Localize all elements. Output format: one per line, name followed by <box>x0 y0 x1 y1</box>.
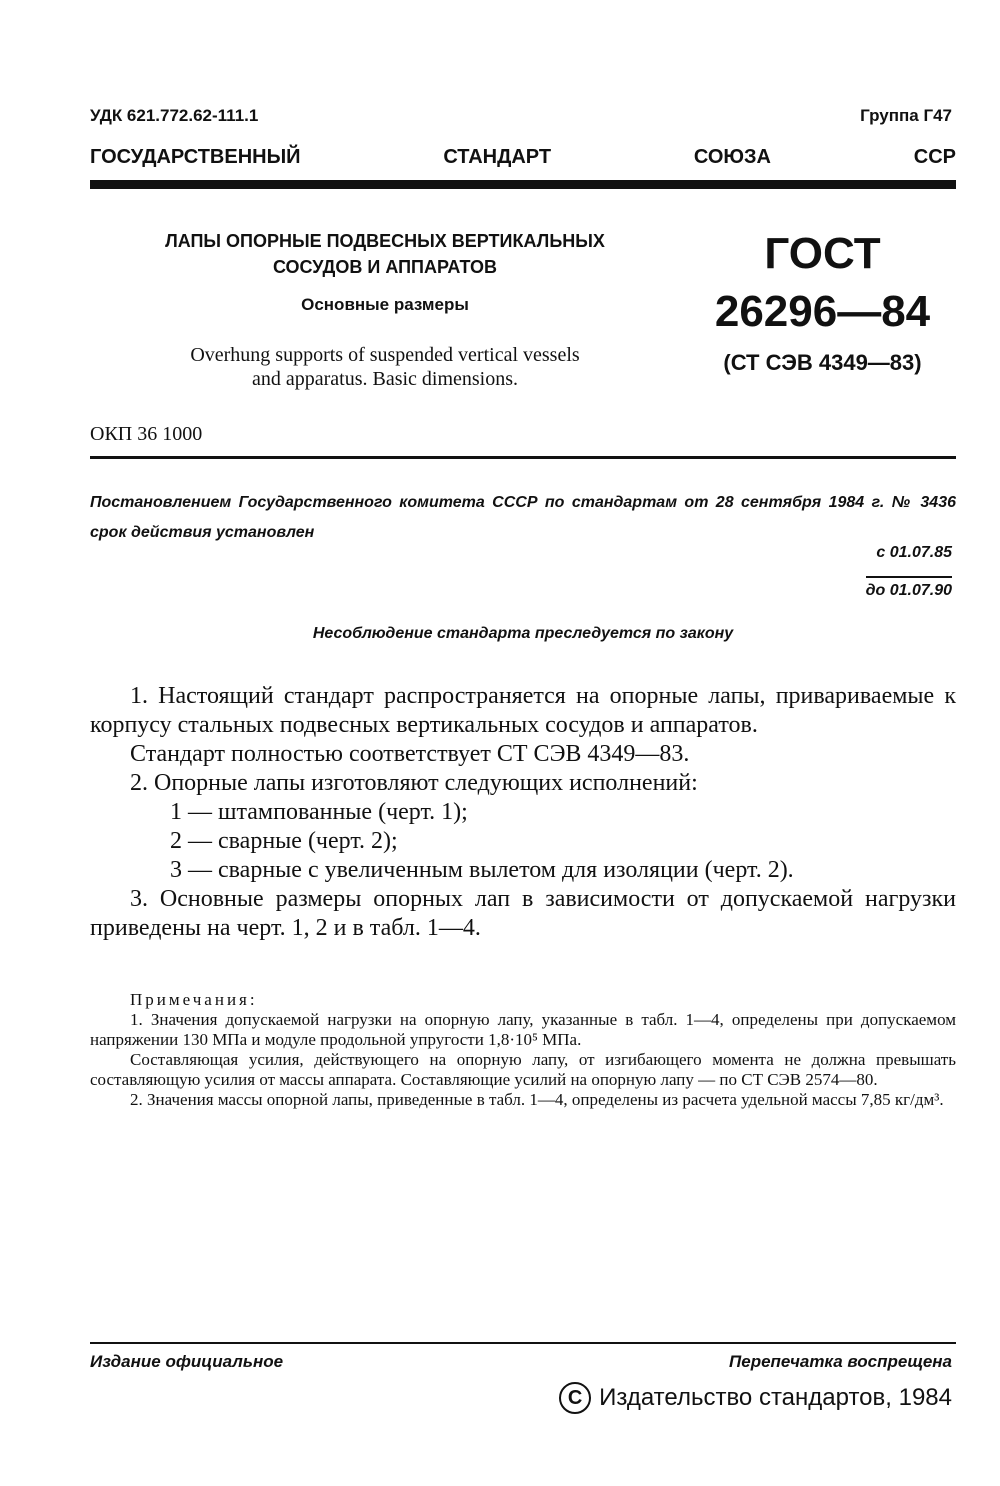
heavy-rule <box>90 180 956 189</box>
decree-text: Постановлением Государственного комитета СССР по стандартам от 28 сентября 1984 г. № 3436 срок действия установлен <box>90 494 956 541</box>
section-rule <box>90 456 956 459</box>
paragraph-1b: Стандарт полностью соответствует СТ СЭВ 4349—83. <box>130 741 690 767</box>
title-ru <box>90 228 680 280</box>
date-from: с 01.07.85 <box>876 544 952 561</box>
list-item: 3 — сварные с увеличенным вылетом для изоляции (черт. 2). <box>170 857 794 883</box>
reprint-notice: Перепечатка воспрещена <box>729 1352 952 1371</box>
title-ru-line2: СОСУДОВ И АППАРАТОВ <box>272 257 498 277</box>
notes-heading: Примечания: <box>130 990 258 1009</box>
union-word: СОЮЗА <box>693 146 771 168</box>
cmea-reference: (СТ СЭВ 4349—83) <box>723 350 922 375</box>
title-ru-line1: ЛАПЫ ОПОРНЫЕ ПОДВЕСНЫХ ВЕРТИКАЛЬНЫХ <box>165 231 605 251</box>
date-to: до 01.07.90 <box>866 576 952 600</box>
note-2: 2. Значения массы опорной лапы, приведенные в табл. 1—4, определены из расчета удельной массы 7,85 кг/дм³. <box>130 1090 944 1109</box>
okp-code: ОКП 36 1000 <box>90 423 203 445</box>
paragraph-2: 2. Опорные лапы изготовляют следующих исполнений: <box>130 770 698 796</box>
list-item: 1 — штампованные (черт. 1); <box>170 799 468 825</box>
note-1b: Составляющая усилия, действующего на опорную лапу, от изгибающего момента не должна превышать составляющую усилия от массы аппарата. Составляющие усилий на опорную лапу — по СТ СЭВ 2574—80. <box>90 1050 956 1089</box>
title-en-line1: Overhung supports of suspended vertical vessels <box>190 344 580 366</box>
notes <box>90 990 956 1110</box>
udk-code: УДК 621.772.62-111.1 <box>90 106 259 125</box>
list-item: 2 — сварные (черт. 2); <box>170 828 398 854</box>
subtitle-ru: Основные размеры <box>301 295 469 314</box>
group-code: Группа Г47 <box>860 106 952 125</box>
legal-warning: Несоблюдение стандарта преследуется по закону <box>312 625 734 642</box>
paragraph-1: 1. Настоящий стандарт распространяется на опорные лапы, привариваемые к корпусу стальных подвесных вертикальных сосудов и аппаратов. <box>90 683 956 738</box>
title-en <box>90 343 680 391</box>
ussr-word: ССР <box>913 146 956 168</box>
paragraph-3: 3. Основные размеры опорных лап в зависимости от допускаемой нагрузки приведены на черт. 1, 2 и в табл. 1—4. <box>90 886 956 941</box>
gost-label: ГОСТ <box>764 229 881 278</box>
note-1: 1. Значения допускаемой нагрузки на опорную лапу, указанные в табл. 1—4, определены при допускаемом напряжении 130 МПа и модуле продольной упругости 1,8·10⁵ МПа. <box>90 1010 956 1049</box>
footer-rule <box>90 1342 956 1344</box>
publisher <box>559 1382 952 1414</box>
gost-number: 26296—84 <box>714 287 931 336</box>
state-word: ГОСУДАРСТВЕННЫЙ <box>90 146 301 168</box>
copyright-icon: С <box>559 1382 591 1414</box>
publisher-text: Издательство стандартов, 1984 <box>599 1384 952 1411</box>
edition-label: Издание официальное <box>90 1352 284 1371</box>
body-text <box>90 682 956 943</box>
state-standard-heading <box>90 146 956 169</box>
standard-word: СТАНДАРТ <box>443 146 552 168</box>
title-en-line2: and apparatus. Basic dimensions. <box>251 368 519 390</box>
